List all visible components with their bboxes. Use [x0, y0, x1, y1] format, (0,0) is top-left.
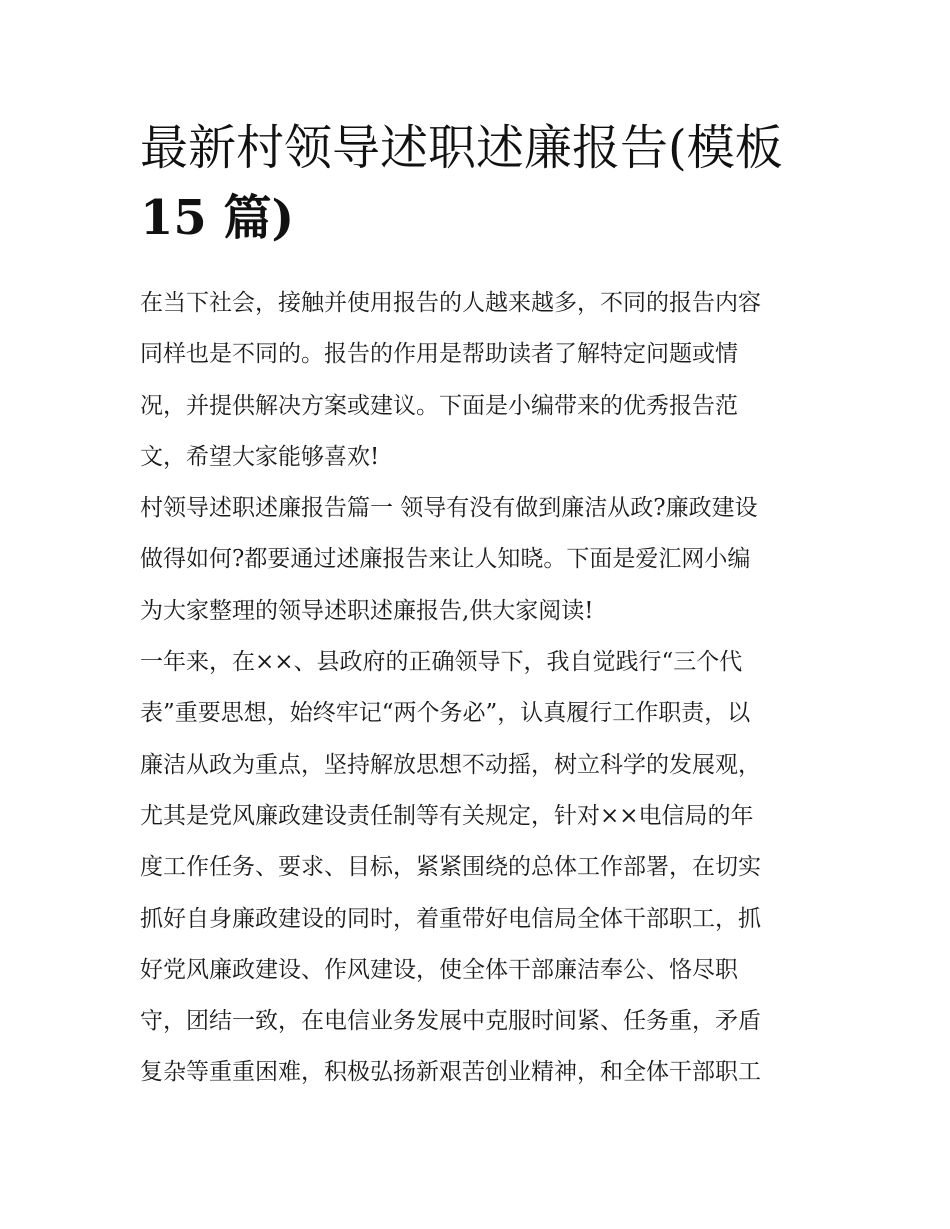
document-title	[140, 113, 820, 253]
body-line: 抓好自身廉政建设的同时，着重带好电信局全体干部职工，抓	[140, 905, 761, 932]
body-line: 在当下社会，接触并使用报告的人越来越多，不同的报告内容	[140, 290, 761, 316]
body-line: 村领导述职述廉报告篇一 领导有没有做到廉洁从政?廉政建设	[140, 495, 758, 522]
body-line: 文，希望大家能够喜欢!	[140, 443, 380, 470]
body-line: 为大家整理的领导述职述廉报告,供大家阅读!	[140, 597, 594, 624]
body-line: 尤其是党风廉政建设责任制等有关规定，针对××电信局的年	[140, 802, 754, 829]
body-line: 同样也是不同的。报告的作用是帮助读者了解特定问题或情	[140, 341, 738, 368]
body-line: 复杂等重重困难，积极弘扬新艰苦创业精神，和全体干部职工	[140, 1059, 761, 1086]
body-line: 表”重要思想，始终牢记“两个务必”，认真履行工作职责，以	[140, 700, 751, 727]
document-body	[140, 278, 830, 1099]
title-line-2: 15 篇)	[140, 190, 295, 246]
body-line: 守，团结一致，在电信业务发展中克服时间紧、任务重，矛盾	[140, 1008, 761, 1035]
body-line: 做得如何?都要通过述廉报告来让人知晓。下面是爱汇网小编	[140, 546, 751, 573]
body-line: 好党风廉政建设、作风建设，使全体干部廉洁奉公、恪尽职	[140, 956, 738, 983]
body-line: 度工作任务、要求、目标，紧紧围绕的总体工作部署，在切实	[140, 854, 761, 881]
body-line: 廉洁从政为重点，坚持解放思想不动摇，树立科学的发展观，	[140, 751, 761, 778]
body-line: 一年来，在××、县政府的正确领导下，我自觉践行“三个代	[140, 649, 743, 676]
body-line: 况，并提供解决方案或建议。下面是小编带来的优秀报告范	[140, 392, 738, 419]
title-line-1: 最新村领导述职述廉报告(模板	[140, 120, 783, 176]
